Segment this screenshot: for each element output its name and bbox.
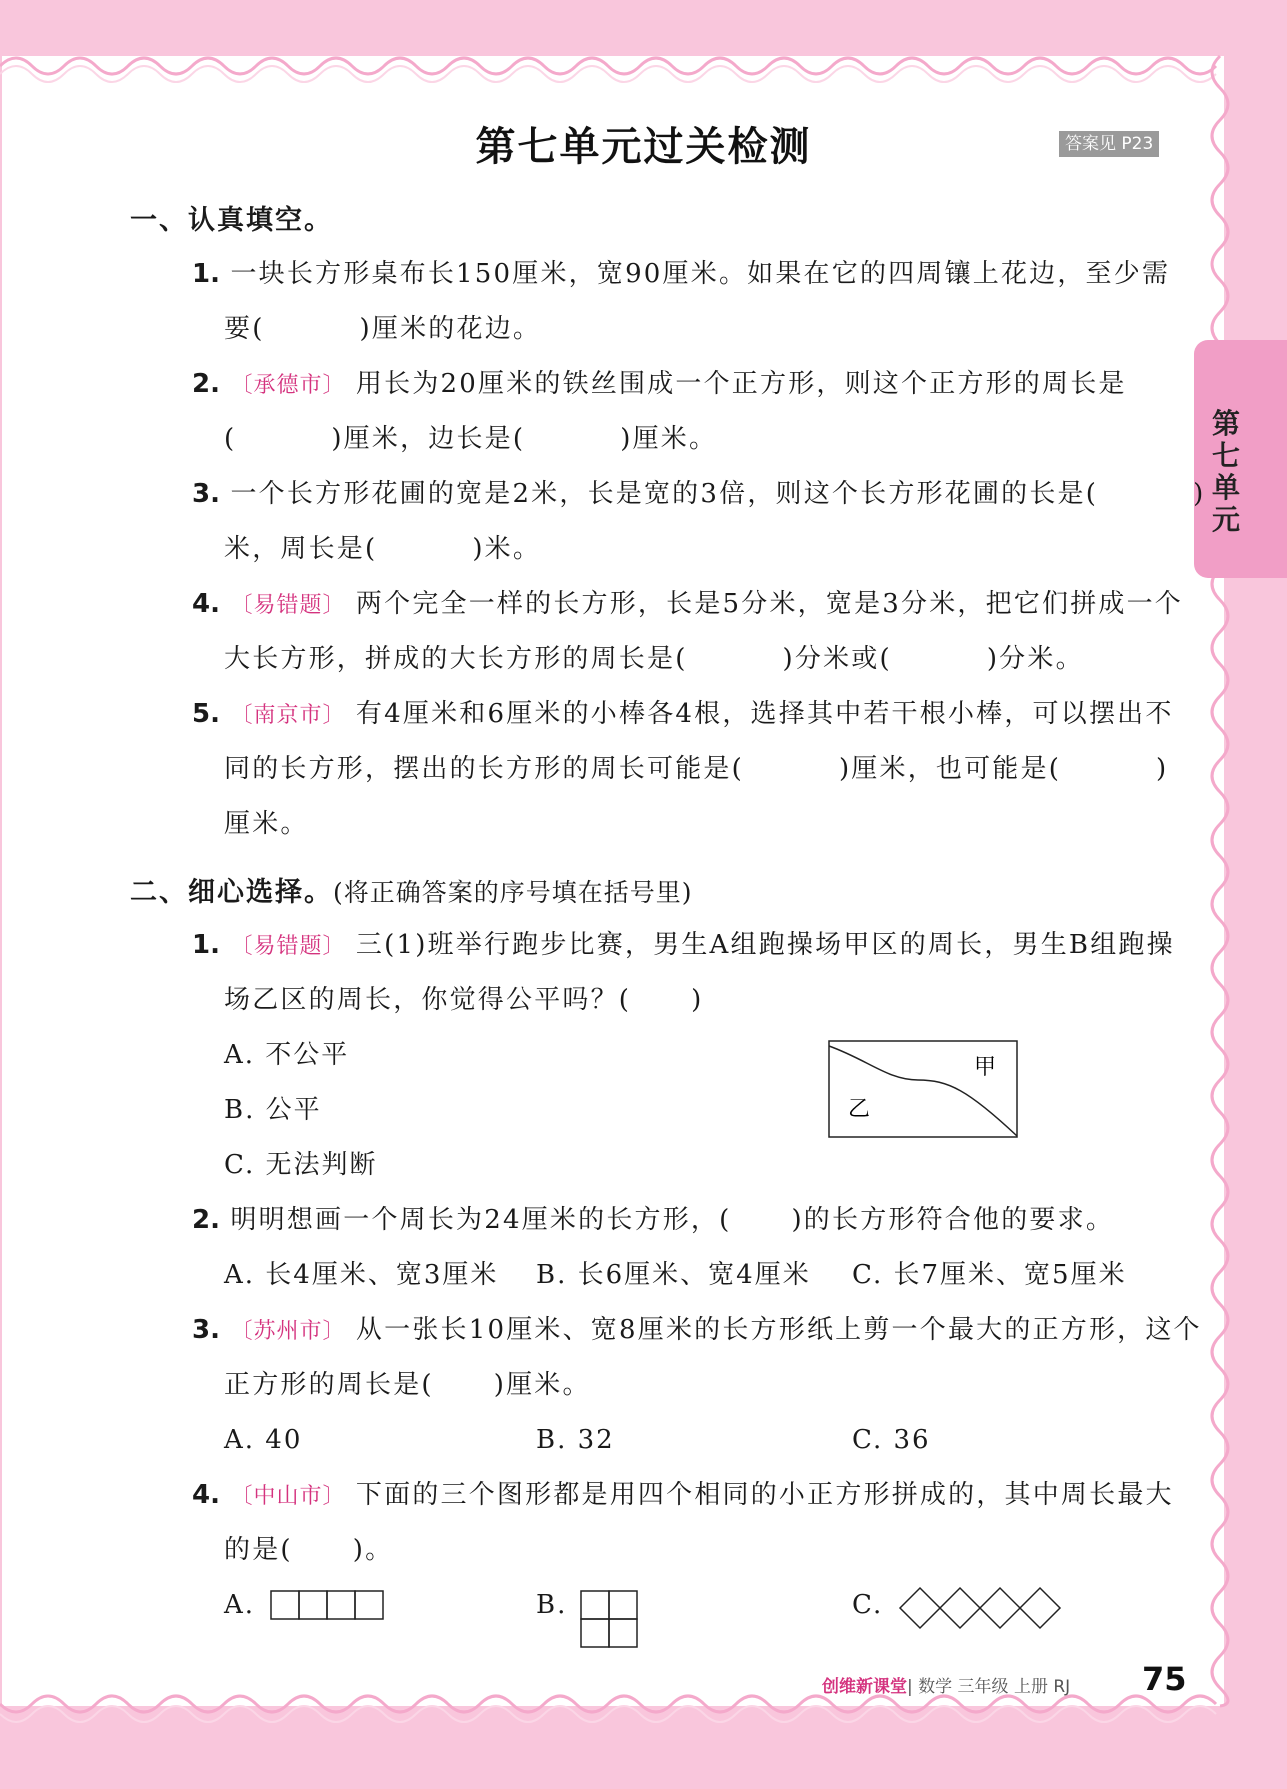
answer-reference-badge: 答案见 P23 (1059, 131, 1159, 157)
s1-q4-text-a: 大长方形，拼成的大长方形的周长是( (224, 644, 688, 674)
s2-q2-text-a: 明明想画一个周长为24厘米的长方形，( (230, 1205, 732, 1235)
s2-q3-line1 (192, 1313, 1202, 1349)
s2-q2-text-b: )的长方形符合他的要求。 (791, 1205, 1115, 1235)
s1-q2-text-b: )厘米，边长是( (331, 424, 526, 454)
s1-q1-number: 1. (192, 259, 220, 289)
s1-q3-text-a: 一个长方形花圃的宽是2米，长是宽的3倍，则这个长方形花圃的长是( (230, 479, 1099, 509)
four-squares-row-figure (270, 1590, 388, 1622)
s1-q3-number: 3. (192, 479, 220, 509)
s1-q5-line2 (224, 752, 1168, 786)
s1-q1-text-a: 要( (224, 314, 265, 344)
s2-q4-option-b[interactable]: B. (536, 1590, 568, 1620)
s2-q1-text-a: 场乙区的周长，你觉得公平吗？( (224, 985, 632, 1015)
s1-q4-text-b: )分米或( (782, 644, 892, 674)
s2-q3-option-b[interactable]: B. 32 (536, 1425, 615, 1455)
s1-q2-source-tag: 〔承德市〕 (230, 373, 346, 398)
s1-q4-line1 (192, 587, 1183, 623)
s2-q4-text: 下面的三个图形都是用四个相同的小正方形拼成的，其中周长最大 (355, 1480, 1174, 1510)
s1-q2-text-c: )厘米。 (620, 424, 718, 454)
s1-q4-number: 4. (192, 589, 220, 619)
s2-q1-number: 1. (192, 930, 220, 960)
s1-q5-number: 5. (192, 699, 220, 729)
region-label-jia: 甲 (974, 1055, 997, 1080)
s1-q3-line1 (192, 477, 1205, 511)
s2-q3-option-c[interactable]: C. 36 (852, 1425, 931, 1455)
s1-q1-text: 一块长方形桌布长150厘米，宽90厘米。如果在它的四周镶上花边，至少需 (230, 259, 1171, 289)
s2-q4-option-c[interactable]: C. (852, 1590, 884, 1620)
section-1-heading: 一、认真填空。 (130, 205, 333, 236)
four-squares-block-figure (580, 1590, 640, 1650)
s2-q1-source-tag: 〔易错题〕 (230, 934, 346, 959)
footer-book-info: | 数学 三年级 上册 RJ (907, 1677, 1071, 1697)
s2-q2-option-a[interactable]: A. 长4厘米、宽3厘米 (224, 1260, 499, 1290)
s1-q2-line1 (192, 367, 1127, 403)
s2-q2-option-b[interactable]: B. 长6厘米、宽4厘米 (536, 1260, 811, 1290)
section-2-heading-text: 二、细心选择。 (130, 877, 333, 908)
section-2-heading-note: (将正确答案的序号填在括号里) (333, 878, 693, 907)
s2-q4-text-a: 的是( (224, 1535, 293, 1565)
s1-q2-text: 用长为20厘米的铁丝围成一个正方形，则这个正方形的周长是 (355, 369, 1127, 399)
s2-q4-line2 (224, 1533, 393, 1567)
s1-q3-line2 (224, 532, 541, 566)
s1-q5-text-a: 同的长方形，摆出的长方形的周长可能是( (224, 754, 744, 784)
s1-q4-source-tag: 〔易错题〕 (230, 593, 346, 618)
s1-q4-text: 两个完全一样的长方形，长是5分米，宽是3分米，把它们拼成一个 (355, 589, 1184, 619)
s2-q3-text-a: 正方形的周长是( (224, 1370, 434, 1400)
s2-q3-text: 从一张长10厘米、宽8厘米的长方形纸上剪一个最大的正方形，这个 (355, 1315, 1202, 1345)
s1-q1-text-b: )厘米的花边。 (359, 314, 542, 344)
footer-brand-name: 创维新课堂 (822, 1677, 907, 1697)
page-title: 第七单元过关检测 (475, 124, 812, 170)
s1-q1-line1 (192, 257, 1170, 291)
s1-q2-text-a: ( (224, 424, 237, 454)
s2-q1-line1 (192, 928, 1175, 964)
s1-q4-text-c: )分米。 (986, 644, 1084, 674)
s2-q1-line2 (224, 983, 704, 1017)
s1-q2-line2 (224, 422, 717, 456)
page-number: 75 (1142, 1660, 1187, 1698)
s2-q2-line1 (192, 1203, 1114, 1237)
s2-q1-option-c[interactable]: C. 无法判断 (224, 1150, 378, 1180)
s2-q1-text: 三(1)班举行跑步比赛，男生A组跑操场甲区的周长，男生B组跑操 (355, 930, 1175, 960)
s2-q4-text-b: )。 (352, 1535, 394, 1565)
s1-q5-source-tag: 〔南京市〕 (230, 703, 346, 728)
s1-q5-text: 有4厘米和6厘米的小棒各4根，选择其中若干根小棒，可以摆出不 (355, 699, 1174, 729)
s1-q1-line2 (224, 312, 541, 346)
s2-q3-text-b: )厘米。 (493, 1370, 591, 1400)
s1-q5-text-c: ) (1156, 754, 1169, 784)
s1-q3-text-d: )米。 (472, 534, 542, 564)
s2-q4-option-a[interactable]: A. (224, 1590, 256, 1620)
s2-q2-number: 2. (192, 1205, 220, 1235)
unit-side-tab-label: 第七单元 (1211, 407, 1240, 536)
section-2-heading (130, 870, 693, 909)
four-diamonds-figure (898, 1586, 1062, 1630)
s1-q4-line2 (224, 642, 1084, 676)
s2-q1-text-b: ) (691, 985, 704, 1015)
s2-q3-option-a[interactable]: A. 40 (224, 1425, 303, 1455)
footer-brand (822, 1672, 1070, 1697)
s2-q1-option-a[interactable]: A. 不公平 (224, 1040, 350, 1070)
playground-diagram (828, 1040, 1020, 1140)
region-label-yi: 乙 (848, 1097, 871, 1122)
s1-q2-number: 2. (192, 369, 220, 399)
s2-q3-number: 3. (192, 1315, 220, 1345)
s1-q5-line1 (192, 697, 1174, 733)
s2-q1-option-b[interactable]: B. 公平 (224, 1095, 322, 1125)
s2-q3-line2 (224, 1368, 591, 1402)
s2-q4-source-tag: 〔中山市〕 (230, 1484, 346, 1509)
s2-q4-number: 4. (192, 1480, 220, 1510)
s2-q3-source-tag: 〔苏州市〕 (230, 1319, 346, 1344)
s2-q4-line1 (192, 1478, 1174, 1514)
s1-q5-text-b: )厘米，也可能是( (838, 754, 1062, 784)
s1-q3-text-c: 米，周长是( (224, 534, 378, 564)
s1-q3-text-b: ) (1193, 479, 1206, 509)
s1-q5-line3: 厘米。 (224, 809, 309, 839)
s2-q2-option-c[interactable]: C. 长7厘米、宽5厘米 (852, 1260, 1127, 1290)
